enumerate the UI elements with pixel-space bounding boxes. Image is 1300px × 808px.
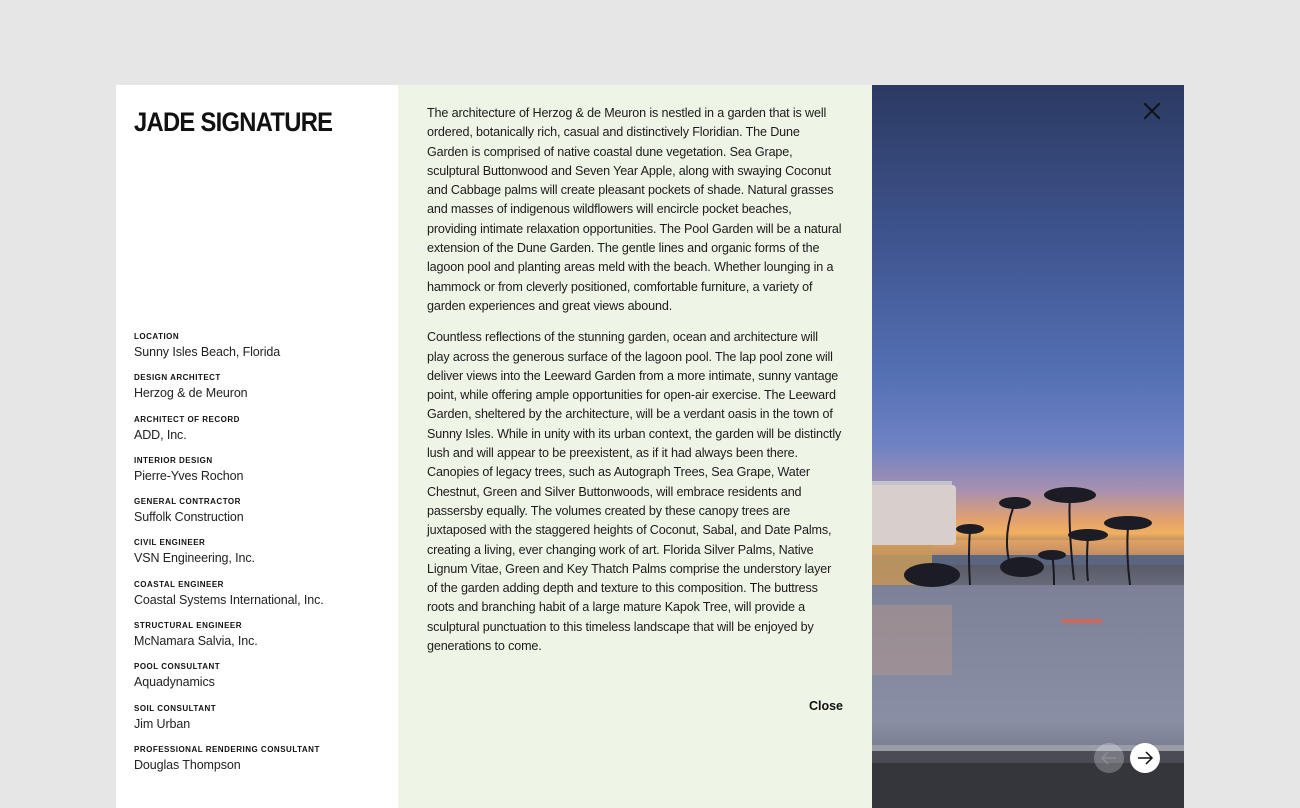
project-title: JADE SIGNATURE xyxy=(134,107,333,137)
credit-item xyxy=(134,661,388,692)
project-modal xyxy=(116,85,1184,808)
arrow-left-icon xyxy=(1099,748,1119,768)
credit-role: CIVIL ENGINEER xyxy=(134,538,206,548)
credit-name: Pierre-Yves Rochon xyxy=(134,468,244,483)
credit-name: Herzog & de Meuron xyxy=(134,386,248,401)
credit-role: GENERAL CONTRACTOR xyxy=(134,497,241,507)
pool-reflection xyxy=(872,605,952,675)
credit-item xyxy=(134,455,388,486)
credit-item xyxy=(134,620,388,651)
credit-name: Sunny Isles Beach, Florida xyxy=(134,345,281,359)
credit-name: Jim Urban xyxy=(134,716,191,731)
building-railing xyxy=(872,481,952,485)
credit-role: SOIL CONSULTANT xyxy=(134,703,217,713)
credit-role: COASTAL ENGINEER xyxy=(134,579,224,589)
credit-item xyxy=(134,414,388,445)
credit-role: DESIGN ARCHITECT xyxy=(134,373,221,383)
description-paragraph: Countless reflections of the stunning garden, ocean and architecture will play across the generous surface of the lagoon pool. The lap pool zone will deliver views into the Leeward Garden from a more intimate, sunny vantage point, while offering ample opportunities for open-air exercise. The Leeward Garden, sheltered by the architecture, will be a verdant oasis in the town of Sunny Isles. While in unity with its urban context, the garden will be distinctly lush and will appear to be preexistent, as if it had always been there. Canopies of legacy trees, such as Autograph Trees, Sea Grape, Water Chestnut, Green and Silver Buttonwoods, will embrace residents and passersby equally. The volumes created by these canopy trees are juxtaposed with the staggered heights of Coconut, Sabal, and Date Palms, creating a living, ever changing work of art. Florida Silver Palms, Native Lignum Vitae, Green and Key Thatch Palms comprise the understory layer of the garden adding depth and texture to this composition. The buttress roots and branching habit of a large mature Kapok Tree, will provide a sculptural punctuation to this timeless landscape that will be enjoyed by generations to come. xyxy=(427,330,842,654)
credit-role: STRUCTURAL ENGINEER xyxy=(134,621,243,631)
credit-name: Suffolk Construction xyxy=(134,510,244,525)
credit-name: Douglas Thompson xyxy=(134,757,241,772)
credit-role: ARCHITECT OF RECORD xyxy=(134,414,240,424)
credit-name: McNamara Salvia, Inc. xyxy=(134,634,258,649)
building-shape xyxy=(872,485,956,545)
credits-panel xyxy=(116,85,398,808)
credit-role: INTERIOR DESIGN xyxy=(134,455,213,465)
credit-role: PROFESSIONAL RENDERING CONSULTANT xyxy=(134,744,320,754)
credit-item xyxy=(134,744,388,775)
description-panel xyxy=(398,85,872,808)
description-paragraph: The architecture of Herzog & de Meuron is nestled in a garden that is well ordered, botanically rich, casual and distinctively Floridian. The Dune Garden is comprised of native coastal dune vegetation. Sea Grape, sculptural Buttonwood and Seven Year Apple, along with swaying Coconut and Cabbage palms will create pleasant pockets of shade. Natural grasses and masses of indigenous wildflowers will encircle pocket beaches, providing intimate relaxation opportunities. The Pool Garden will be a natural extension of the Dune Garden. The gentle lines and organic forms of the lagoon pool and planting areas meld with the beach. Whether lounging in a hammock or from cleverly positioned, comfortable furniture, a variety of garden experiences and great views abound. xyxy=(427,106,842,313)
credit-item xyxy=(134,579,388,610)
credit-item xyxy=(134,496,388,527)
next-image-button[interactable] xyxy=(1130,743,1160,773)
credit-name: VSN Engineering, Inc. xyxy=(134,551,255,566)
close-text-button[interactable]: Close xyxy=(808,699,843,713)
credit-item xyxy=(134,331,388,362)
credit-name: Aquadynamics xyxy=(134,675,215,690)
credit-item xyxy=(134,537,388,568)
gallery-photo xyxy=(872,85,1184,808)
credit-name: ADD, Inc. xyxy=(134,427,187,442)
pool-glow xyxy=(1062,619,1102,623)
previous-image-button[interactable] xyxy=(1094,743,1124,773)
close-icon[interactable] xyxy=(1142,101,1162,121)
credit-item xyxy=(134,703,388,734)
credit-role: LOCATION xyxy=(134,332,180,341)
arrow-right-icon xyxy=(1135,748,1155,768)
gallery-image-panel xyxy=(872,85,1184,808)
credit-item xyxy=(134,372,388,403)
credit-role: POOL CONSULTANT xyxy=(134,662,221,672)
credit-name: Coastal Systems International, Inc. xyxy=(134,592,324,607)
credits-list xyxy=(134,331,388,785)
